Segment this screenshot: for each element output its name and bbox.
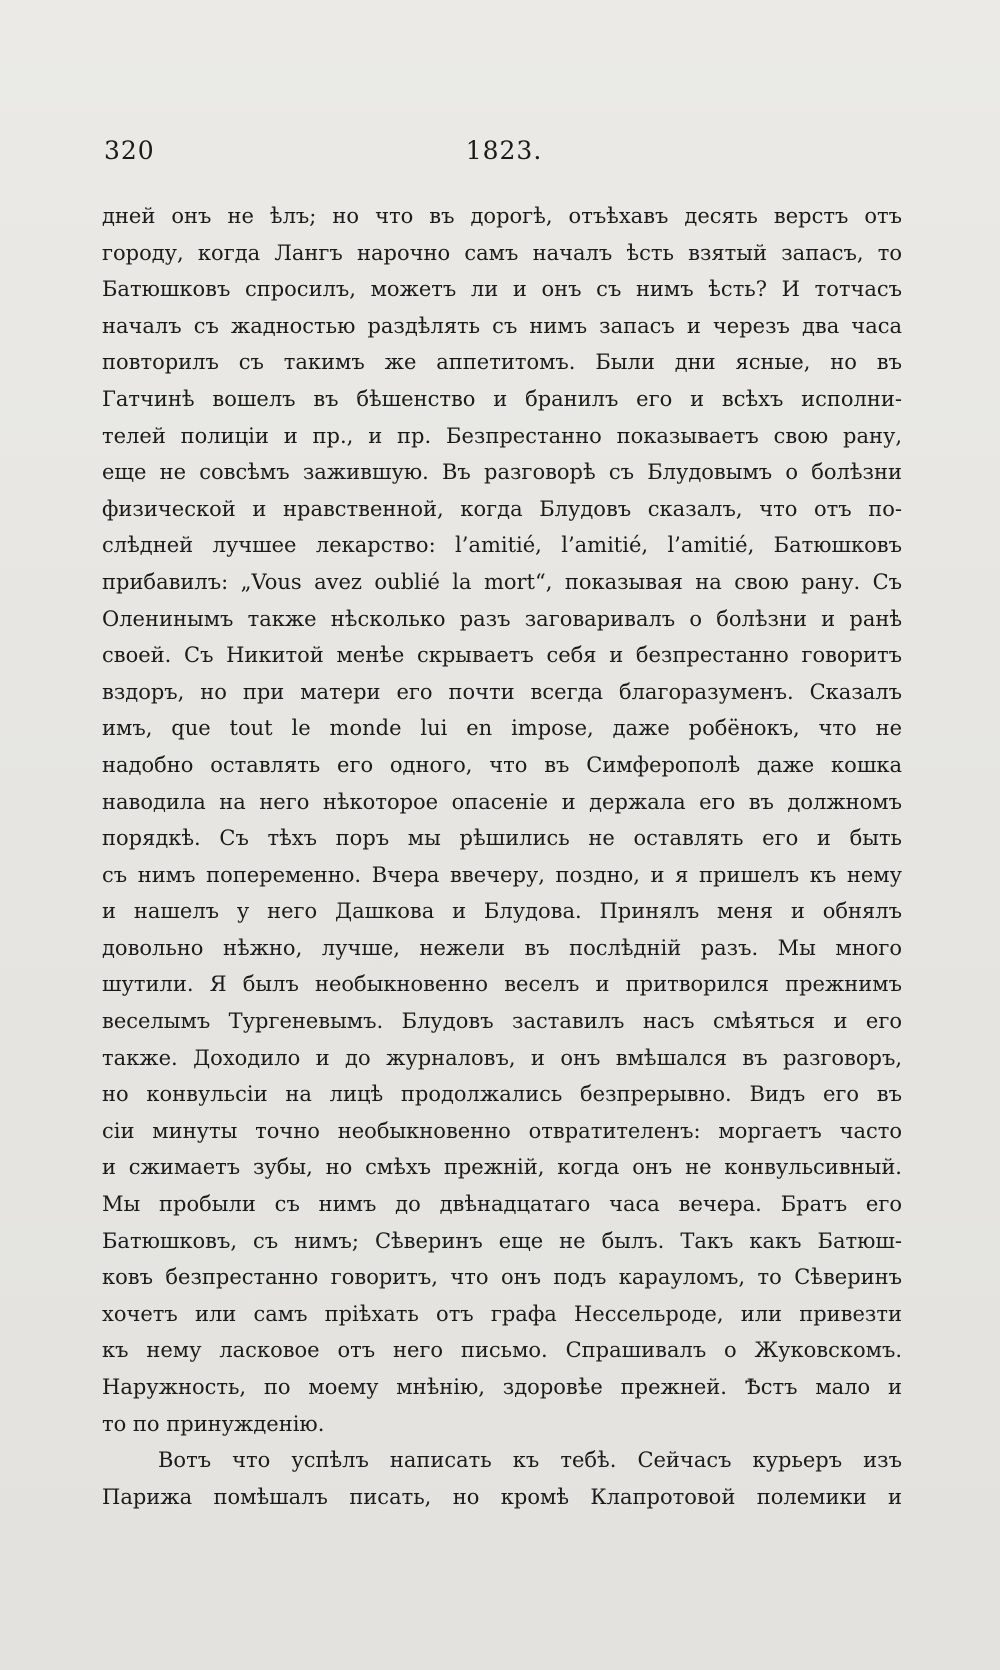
text-line: повторилъ съ такимъ же аппетитомъ. Были дни ясные, но въ <box>102 350 902 375</box>
text-line: порядкѣ. Съ тѣхъ поръ мы рѣшились не оставлять его и быть <box>102 826 902 851</box>
text-line: съ нимъ попеременно. Вчера ввечеру, поздно, и я пришелъ къ нему <box>102 862 902 887</box>
paragraph-end-line: то по принужденію. <box>102 1411 325 1436</box>
text-line: слѣдней лучшее лекарство: l’amitié, l’amitié, l’amitié, Батюшковъ <box>102 533 902 558</box>
page-number: 320 <box>104 136 155 165</box>
text-line: веселымъ Тургеневымъ. Блудовъ заставилъ насъ смѣяться и его <box>102 1009 902 1034</box>
text-line: къ нему ласковое отъ него письмо. Спрашивалъ о Жуковскомъ. <box>102 1338 902 1363</box>
text-line: довольно нѣжно, лучше, нежели въ послѣдній разъ. Мы много <box>102 935 902 960</box>
text-line: Наружность, по моему мнѣнію, здоровѣе прежней. Ѣстъ мало и <box>102 1375 902 1399</box>
body-text <box>102 198 902 1515</box>
text-line: сіи минуты точно необыкновенно отвратителенъ: моргаетъ часто <box>102 1118 902 1143</box>
paragraph-start-line: Вотъ что успѣлъ написать къ тебѣ. Сейчасъ курьеръ изъ <box>158 1448 902 1473</box>
text-line: Мы пробыли съ нимъ до двѣнадцатаго часа вечера. Братъ его <box>102 1192 902 1217</box>
text-line: Гатчинѣ вошелъ въ бѣшенство и бранилъ его и всѣхъ исполни- <box>102 386 902 411</box>
text-line: хочетъ или самъ пріѣхать отъ графа Нессельроде, или привезти <box>102 1301 902 1326</box>
text-line: надобно оставлять его одного, что въ Симферополѣ даже кошка <box>102 752 902 777</box>
text-line: и сжимаетъ зубы, но смѣхъ прежній, когда онъ не конвульсивный. <box>102 1155 902 1180</box>
text-line: дней онъ не ѣлъ; но что въ дорогѣ, отъѣхавъ десять верстъ отъ <box>102 204 902 228</box>
text-line: Парижа помѣшалъ писать, но кромѣ Клапротовой полемики и <box>102 1484 902 1509</box>
text-line: имъ, que tout le monde lui en impose, даже робёнокъ, что не <box>102 716 902 741</box>
text-line: вздоръ, но при матери его почти всегда благоразуменъ. Сказалъ <box>102 679 902 704</box>
text-line: Оленинымъ также нѣсколько разъ заговаривалъ о болѣзни и ранѣ <box>102 606 902 631</box>
text-line: городу, когда Лангъ нарочно самъ началъ ѣсть взятый запасъ, то <box>102 240 902 265</box>
text-line: и нашелъ у него Дашкова и Блудова. Принялъ меня и обнялъ <box>102 899 902 924</box>
text-line: прибавилъ: „Vous avez oublié la mort“, показывая на свою рану. Съ <box>102 569 902 594</box>
text-line: шутили. Я былъ необыкновенно веселъ и притворился прежнимъ <box>102 972 902 997</box>
text-line: телей полиціи и пр., и пр. Безпрестанно показываетъ свою рану, <box>102 423 902 448</box>
page-header <box>104 136 904 176</box>
text-line: Батюшковъ спросилъ, можетъ ли и онъ съ нимъ ѣсть? И тотчасъ <box>102 277 902 302</box>
text-line: также. Доходило и до журналовъ, и онъ вмѣшался въ разговоръ, <box>102 1045 902 1070</box>
text-line: наводила на него нѣкоторое опасеніе и держала его въ должномъ <box>102 789 902 814</box>
text-line: физической и нравственной, когда Блудовъ сказалъ, что отъ по- <box>102 496 902 521</box>
text-line: еще не совсѣмъ зажившую. Въ разговорѣ съ Блудовымъ о болѣзни <box>102 460 902 485</box>
text-line: началъ съ жадностью раздѣлять съ нимъ запасъ и черезъ два часа <box>102 313 902 338</box>
text-line: своей. Съ Никитой менѣе скрываетъ себя и безпрестанно говоритъ <box>102 643 902 668</box>
running-title: 1823. <box>465 136 543 165</box>
text-line: Батюшковъ, съ нимъ; Сѣверинъ еще не былъ. Такъ какъ Батюш- <box>102 1228 902 1253</box>
text-line: но конвульсіи на лицѣ продолжались безпрерывно. Видъ его въ <box>102 1082 902 1107</box>
text-line: ковъ безпрестанно говоритъ, что онъ подъ карауломъ, то Сѣверинъ <box>102 1265 902 1290</box>
